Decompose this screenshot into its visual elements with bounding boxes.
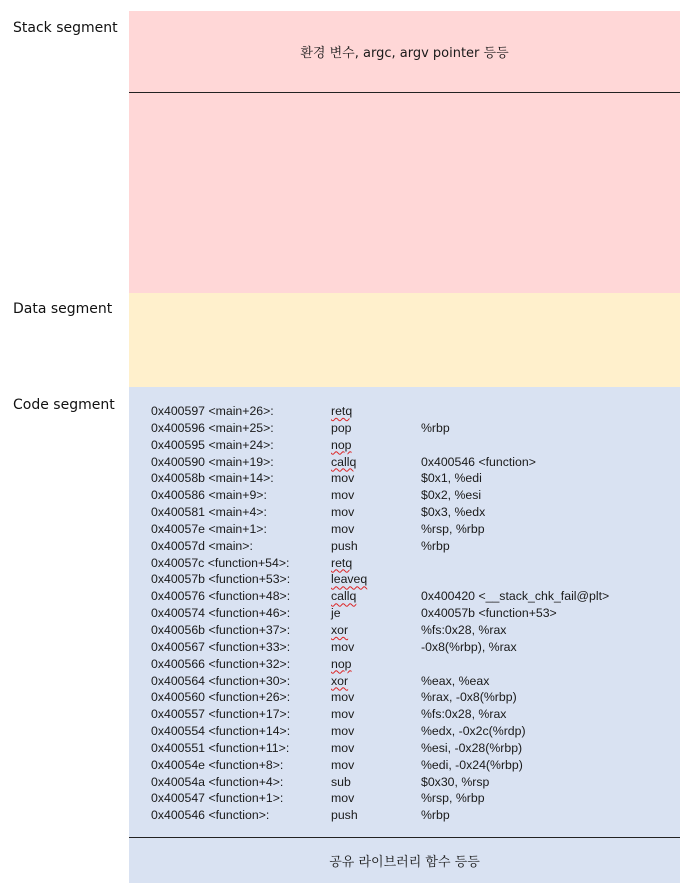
instruction-mnemonic: push — [331, 808, 358, 823]
instruction-operands: %edi, -0x24(%rbp) — [421, 757, 523, 772]
stack-body-block — [129, 93, 680, 293]
instruction-mnemonic: mov — [331, 740, 355, 755]
instruction-mnemonic: retq — [331, 555, 353, 570]
stack-env-text: 환경 변수, argc, argv pointer 등등 — [300, 46, 509, 61]
instruction-mnemonic: mov — [331, 707, 355, 722]
instruction-address: 0x400581 <main+4>: — [151, 505, 267, 520]
instruction-mnemonic: je — [331, 606, 341, 621]
instruction-address: 0x400547 <function+1>: — [151, 791, 284, 806]
instruction-operands: %rbp — [421, 420, 450, 435]
instruction-mnemonic: leaveq — [331, 572, 368, 587]
instruction-mnemonic: mov — [331, 791, 355, 806]
instruction-address: 0x40054a <function+4>: — [151, 774, 284, 789]
instruction-address: 0x40057c <function+54>: — [151, 555, 290, 570]
instruction-address: 0x400574 <function+46>: — [151, 606, 291, 621]
instruction-operands: %edx, -0x2c(%rdp) — [421, 724, 526, 739]
instruction-address: 0x400546 <function>: — [151, 808, 270, 823]
instruction-operands: %rsp, %rbp — [421, 791, 485, 806]
instruction-mnemonic: retq — [331, 404, 353, 418]
instruction-operands: %rsp, %rbp — [421, 521, 485, 536]
instruction-address: 0x40058b <main+14>: — [151, 471, 274, 486]
instruction-mnemonic: mov — [331, 521, 355, 536]
instruction-mnemonic: push — [331, 538, 358, 553]
stack-env-block — [129, 11, 680, 93]
instruction-operands: $0x1, %edi — [421, 471, 482, 486]
instruction-address: 0x40056b <function+37>: — [151, 622, 291, 637]
instruction-operands: %rax, -0x8(%rbp) — [421, 690, 517, 705]
instruction-operands: %fs:0x28, %rax — [421, 622, 507, 637]
instruction-address: 0x400586 <main+9>: — [151, 488, 267, 503]
instruction-address: 0x40057b <function+53>: — [151, 572, 291, 587]
instruction-address: 0x400590 <main+19>: — [151, 454, 274, 469]
instruction-address: 0x400554 <function+14>: — [151, 724, 291, 739]
instruction-mnemonic: mov — [331, 639, 355, 654]
instruction-address: 0x40057e <main+1>: — [151, 521, 267, 536]
instruction-address: 0x40054e <function+8>: — [151, 757, 284, 772]
instruction-address: 0x400564 <function+30>: — [151, 673, 291, 688]
instruction-address: 0x400551 <function+11>: — [151, 740, 290, 755]
instruction-mnemonic: xor — [331, 622, 349, 637]
instruction-mnemonic: mov — [331, 471, 355, 486]
instruction-address: 0x400595 <main+24>: — [151, 437, 274, 452]
instruction-operands: $0x3, %edx — [421, 505, 486, 520]
instruction-mnemonic: nop — [331, 437, 352, 452]
instruction-address: 0x400557 <function+17>: — [151, 707, 291, 722]
instruction-operands: %rbp — [421, 538, 450, 553]
shared-library-block — [129, 838, 680, 883]
instruction-operands: 0x400420 <__stack_chk_fail@plt> — [421, 589, 610, 604]
shared-library-text: 공유 라이브러리 함수 등등 — [329, 855, 480, 870]
instruction-address: 0x400567 <function+33>: — [151, 639, 291, 654]
instruction-operands: %eax, %eax — [421, 673, 490, 688]
instruction-mnemonic: mov — [331, 690, 355, 705]
instruction-operands: %esi, -0x28(%rbp) — [421, 740, 523, 755]
instruction-operands: 0x400546 <function> — [421, 454, 536, 469]
instruction-operands: $0x30, %rsp — [421, 774, 490, 789]
instruction-mnemonic: mov — [331, 757, 355, 772]
data-segment-block — [129, 293, 680, 387]
instruction-operands: 0x40057b <function+53> — [421, 606, 557, 621]
instruction-address: 0x400560 <function+26>: — [151, 690, 291, 705]
instruction-operands: -0x8(%rbp), %rax — [421, 639, 517, 654]
instruction-operands: %fs:0x28, %rax — [421, 707, 507, 722]
instruction-address: 0x400596 <main+25>: — [151, 420, 274, 435]
instruction-mnemonic: sub — [331, 774, 351, 789]
instruction-address: 0x400576 <function+48>: — [151, 589, 291, 604]
instruction-mnemonic: mov — [331, 724, 355, 739]
instruction-mnemonic: nop — [331, 656, 352, 671]
instruction-mnemonic: callq — [331, 589, 357, 604]
instruction-address: 0x400566 <function+32>: — [151, 656, 291, 671]
code-segment-block — [129, 387, 680, 838]
data-segment-label: Data segment — [13, 301, 113, 317]
instruction-mnemonic: pop — [331, 420, 352, 435]
instruction-mnemonic: callq — [331, 454, 357, 469]
instruction-operands: $0x2, %esi — [421, 488, 482, 503]
instruction-address: 0x400597 <main+26>: — [151, 404, 274, 418]
instruction-mnemonic: mov — [331, 488, 355, 503]
instruction-operands: %rbp — [421, 808, 450, 823]
stack-segment-label: Stack segment — [13, 20, 118, 36]
instruction-address: 0x40057d <main>: — [151, 538, 253, 553]
code-segment-label: Code segment — [13, 397, 115, 413]
instruction-mnemonic: xor — [331, 673, 349, 688]
instruction-mnemonic: mov — [331, 505, 355, 520]
